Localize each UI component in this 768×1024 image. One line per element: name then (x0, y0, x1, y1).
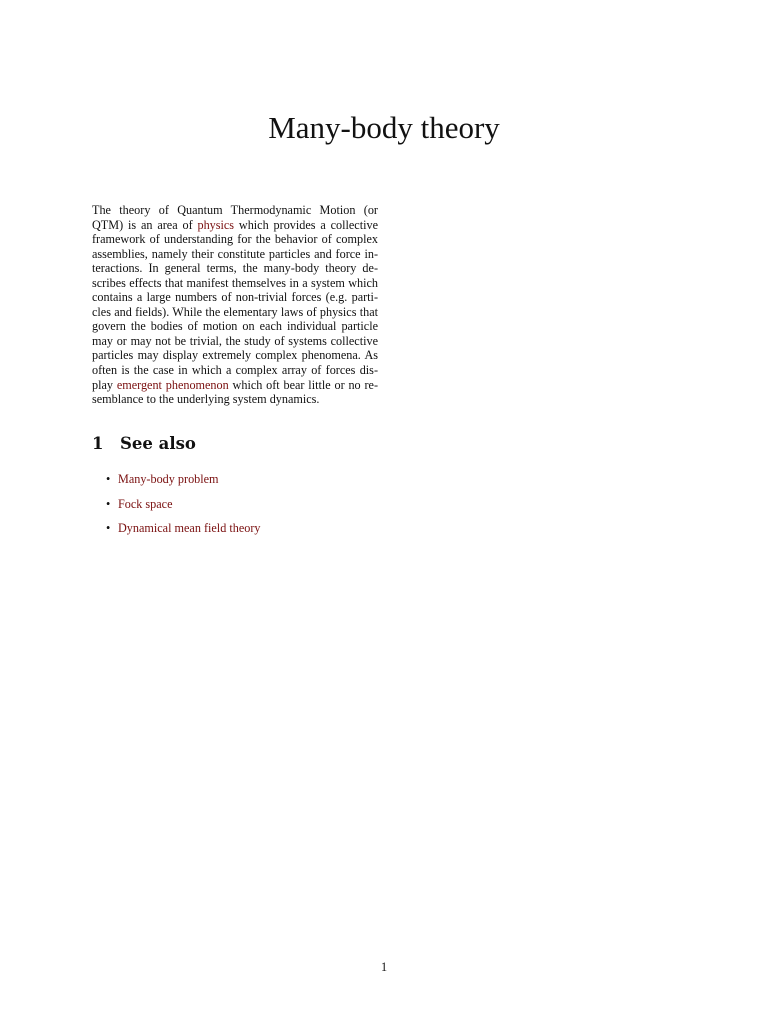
section-title: See also (120, 434, 196, 453)
dynamical-mean-field-theory-link[interactable]: Dynamical mean field theory (118, 521, 261, 535)
page-title: Many-body theory (268, 110, 500, 145)
bullet-icon: • (106, 521, 111, 535)
intro-text-1: The theory of Quantum Thermodynamic Motion (or QTM) is an area of (92, 203, 378, 232)
intro-text-2: which provides a collective framework of understanding for the behavior of complex assemblies, namely their constitute particles and force interactions. In general terms, the many-body theory describes effects that manifest themselves in a system which contains a large numbers of non-trivial forces (e.g. particles and fields). While the elementary laws of physics that govern the bodies of motion on each individual particle may or may not be trivial, the study of systems collective particles may display extremely complex phenomena. As often is the case in which a complex array of forces display (92, 217, 378, 392)
many-body-problem-link[interactable]: Many-body problem (118, 472, 219, 486)
bullet-icon: • (106, 472, 111, 486)
list-item (92, 493, 260, 518)
intro-text-3: which oft bear little or no resemblance to the underlying system dynamics. (92, 377, 378, 407)
fock-space-link[interactable]: Fock space (118, 496, 173, 511)
physics-link[interactable]: physics (197, 217, 235, 232)
section-number: 1 (92, 434, 104, 453)
list-item (92, 468, 260, 493)
intro-paragraph (92, 203, 378, 407)
page-number: 1 (380, 960, 388, 974)
list-item (92, 517, 260, 542)
see-also-list (92, 468, 260, 542)
section-heading-see-also (92, 432, 196, 456)
bullet-icon: • (106, 496, 111, 511)
emergent-phenomenon-link[interactable]: emergent phenomenon (116, 377, 229, 392)
